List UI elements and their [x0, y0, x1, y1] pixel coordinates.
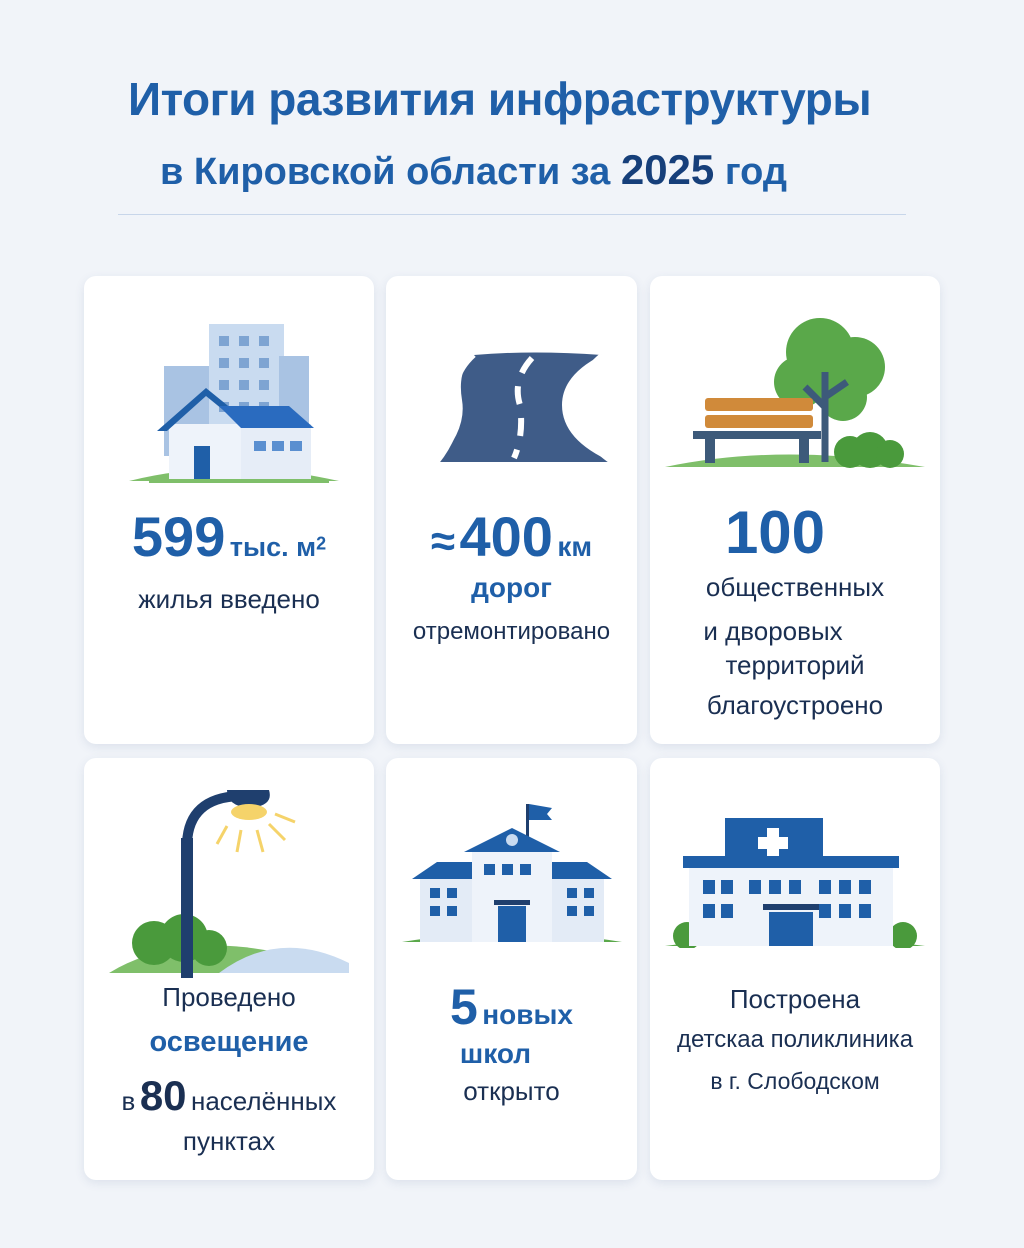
lighting-line4: пунктах: [182, 1126, 276, 1156]
lighting-pre-number: в: [121, 1086, 136, 1116]
territories-value-row: [630, 498, 920, 567]
lighting-number-row: [84, 1072, 374, 1120]
clinic-line2: детскаа поликлиника: [676, 1026, 914, 1053]
housing-caption: жилья введено: [138, 584, 320, 614]
lighting-number: 80: [139, 1072, 187, 1119]
clinic-line1: Построена: [729, 984, 861, 1014]
roads-approx: ≈: [430, 517, 456, 566]
schools-line2: школ: [459, 1038, 532, 1069]
housing-value: 599: [131, 505, 226, 568]
lighting-line1: Проведено: [162, 982, 296, 1012]
housing-unit-sup: 2: [316, 533, 327, 554]
territories-value: 100: [724, 499, 826, 566]
subtitle-prefix: в Кировской области за: [160, 151, 621, 193]
schools-value-suffix: новых: [482, 999, 573, 1030]
housing-unit: тыс. м: [229, 532, 317, 562]
housing-value-row: [84, 504, 374, 569]
card-housing: [84, 276, 374, 744]
roads-unit: км: [557, 531, 593, 562]
card-lighting: [84, 758, 374, 1180]
page-title: Итоги развития инфраструктуры: [128, 73, 872, 125]
clinic-icon: [665, 778, 925, 948]
roads-value-row: [386, 504, 637, 569]
page-subtitle: [160, 146, 787, 194]
roads-caption: отремонтировано: [412, 618, 611, 645]
schools-value-row: [386, 978, 637, 1036]
roads-value: 400: [459, 505, 553, 568]
park-bench-tree-icon: [665, 312, 925, 472]
territories-line3: территорий: [725, 650, 865, 680]
subtitle-suffix: год: [714, 151, 787, 193]
lighting-line3-suffix: населённых: [190, 1086, 337, 1116]
card-clinic: [650, 758, 940, 1180]
schools-line3: открыто: [463, 1076, 560, 1106]
house-buildings-icon: [109, 316, 349, 486]
road-icon: [412, 350, 612, 465]
school-icon: [402, 784, 622, 944]
card-territories: [650, 276, 940, 744]
territories-line4: благоустроено: [706, 690, 884, 720]
lighting-highlight: освещение: [149, 1026, 309, 1058]
card-schools: [386, 758, 637, 1180]
card-roads: [386, 276, 637, 744]
title-divider: [118, 214, 906, 215]
street-lamp-icon: [109, 778, 349, 988]
subtitle-year: 2025: [620, 146, 715, 193]
roads-caption-bold: дорог: [471, 572, 552, 603]
schools-value: 5: [450, 979, 478, 1035]
territories-line2: и дворовых: [703, 616, 843, 646]
clinic-line3: в г. Слободском: [710, 1068, 880, 1094]
territories-line1: общественных: [705, 572, 885, 602]
